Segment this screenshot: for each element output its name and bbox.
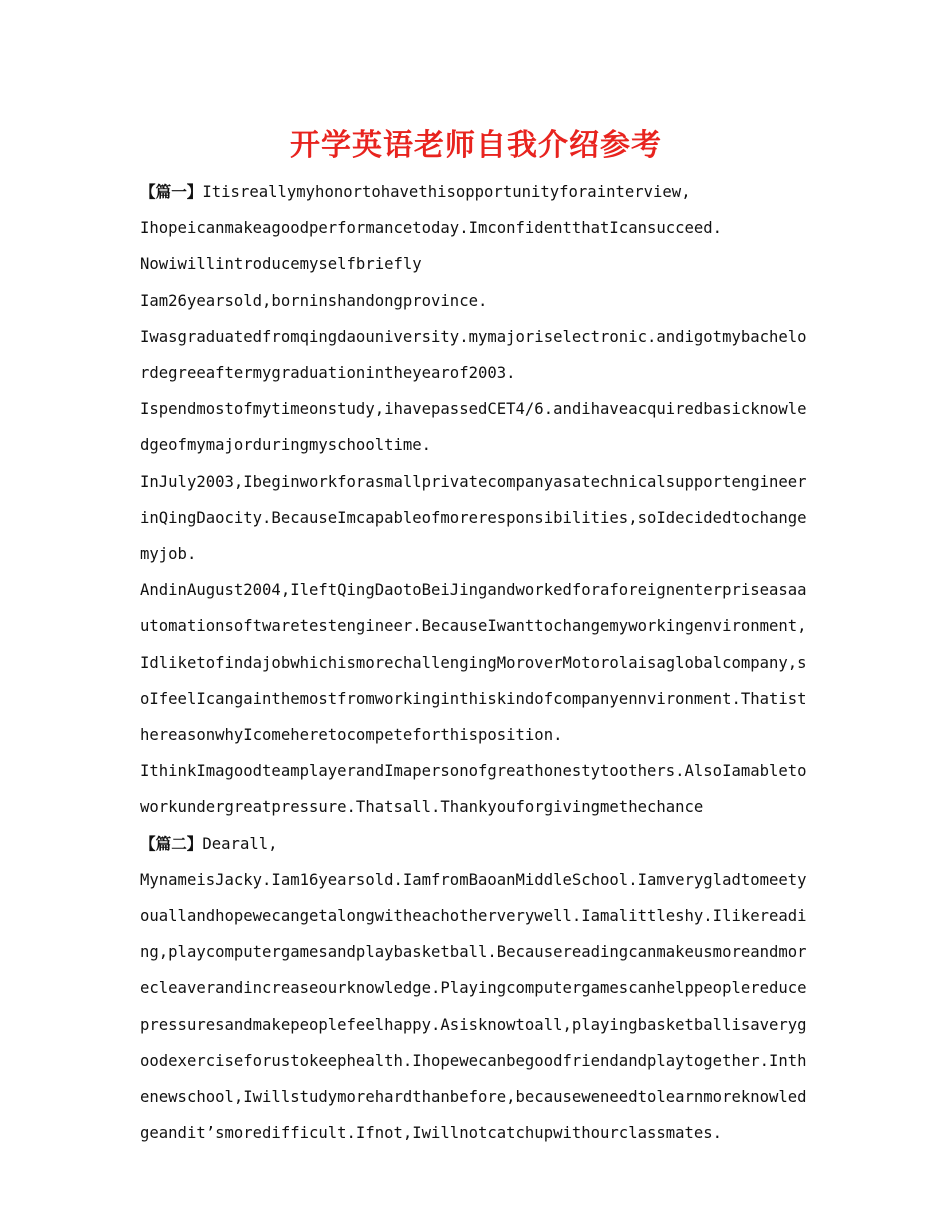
- section-1-paragraph-8: AndinAugust2004,IleftQingDaotoBeiJingandworkedforaforeignenterpriseasaautomationsoftwaretestengineer.BecauseIwanttochangemyworkingenvironment,IdliketofindajobwhichismorechallengingMoroverMotorolaisaglobalcompany,soIfeelIcangainthemostfromworkinginthiskindofcompanyennvironment.ThatisthereasonwhyIcomeheretocompeteforthisposition.: [140, 581, 807, 745]
- section-1-paragraph-6: Ispendmostofmytimeonstudy,ihavepassedCET4/6.andihaveacquiredbasicknowledgeofmymajorduringmyschooltime.: [140, 400, 807, 455]
- section-2-paragraph-2: MynameisJacky.Iam16yearsold.IamfromBaoanMiddleSchool.Iamverygladtomeetyouallandhopewecangetalongwitheachotherverywell.Iamalittleshy.Ilikereading,playcomputergamesandplaybasketball.Becausereadingcanmakeusmoreandmorecleaverandincreaseourknowledge.Playingcomputergamescanhelppeoplereducepressuresandmakepeoplefeelhappy.Asisknowtoall,playingbasketballisaverygoodexerciseforustokeephealth.Ihopewecanbegoodfriendandplaytogether.Inthenewschool,Iwillstudymorehardthanbefore,becauseweneedtolearnmoreknowledgeandit’smoredifficult.Ifnot,Iwillnotcatchupwithourclassmates.: [140, 870, 807, 1143]
- section-1-paragraph-3: Nowiwillintroducemyselfbriefly: [140, 255, 422, 274]
- paragraph-text: Itisreallymyhonortohavethisopportunityforainterview,: [202, 183, 691, 201]
- section-1-paragraph-9: IthinkImagoodteamplayerandImapersonofgreathonestytoothers.AlsoIamabletoworkundergreatpressure.Thatsall.Thankyouforgivingmethechance: [140, 762, 807, 817]
- section-1-paragraph-1: [140, 174, 812, 210]
- document-page: [140, 118, 812, 1151]
- section-2-paragraph-1: [140, 826, 812, 862]
- paragraph-text: Dearall,: [202, 834, 278, 853]
- document-body: [140, 174, 812, 1151]
- document-title: 开学英语老师自我介绍参考: [290, 128, 662, 163]
- section-1-paragraph-4: Iam26yearsold,borninshandongprovince.: [140, 291, 488, 310]
- section-1-paragraph-2: Ihopeicanmakeagoodperformancetoday.ImconfidentthatIcansucceed.: [140, 219, 723, 238]
- section-1-paragraph-7: InJuly2003,IbeginworkforasmallprivatecompanyasatechnicalsupportengineerinQingDaocity.BecauseImcapableofmoreresponsibilities,soIdecidedtochangemyjob.: [140, 472, 807, 564]
- section-1-paragraph-5: Iwasgraduatedfromqingdaouniversity.mymajoriselectronic.andigotmybachelordegreeaftermygraduationintheyearof2003.: [140, 327, 807, 383]
- section-2-label: 【篇二】: [140, 834, 203, 853]
- section-1-label: 【篇一】: [140, 183, 203, 201]
